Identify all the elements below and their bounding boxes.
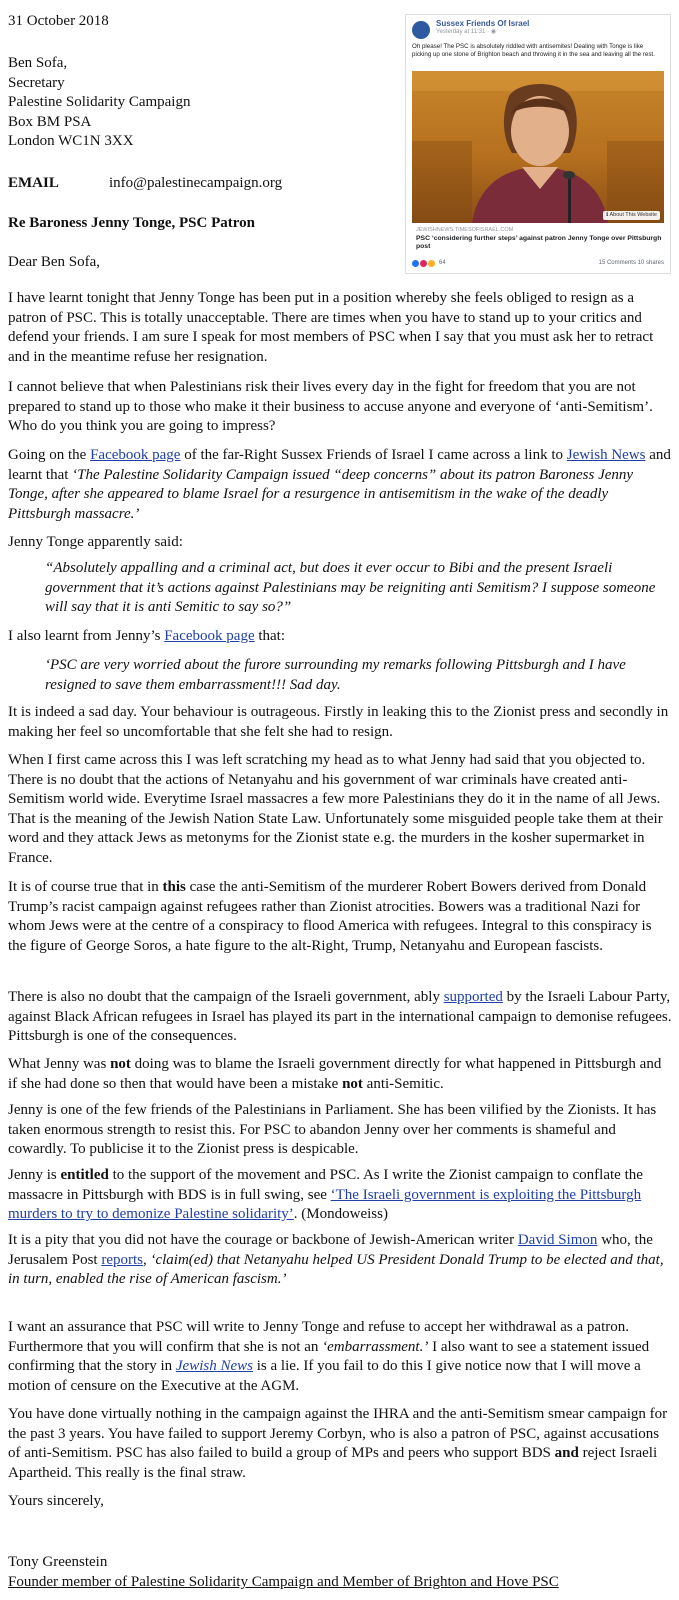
paragraph: I cannot believe that when Palestinians risk their lives every day in the fight for freedom that you are not prepared to stand up to those who make it their business to accuse anyone and everyone of ‘anti-Semitism’. Who do you think you are going to impress? [8, 379, 653, 434]
address-line: Palestine Solidarity Campaign [8, 94, 191, 110]
signature-title: Founder member of Palestine Solidarity Campaign and Member of Brighton and Hove PSC [8, 1574, 559, 1590]
fb-post-text: Oh please! The PSC is absolutely riddled with antisemites! Dealing with Tonge is like picking up one stone of Brighton beach and throwing it in the sea and leaving all the rest. [412, 43, 655, 58]
signature-name: Tony Greenstein [8, 1554, 108, 1570]
paragraph: I have learnt tonight that Jenny Tonge has been put in a position whereby she feels obliged to resign as a patron of PSC. This is totally unacceptable. There are times when you have to stand up to your critics and defend your friends. I am sure I speak for most members of PSC when I say that you must ask her to retract and in the meantime refuse her resignation. [8, 290, 654, 365]
fb-link-title[interactable]: PSC ‘considering further steps’ against patron Jenny Tonge over Pittsburgh post [416, 235, 662, 251]
like-icon [412, 260, 419, 267]
paragraph: There is also no doubt that the campaign of the Israeli government, ably supported by the Israeli Labour Party, against Black African refugees in Israel has played its part in the international campaign to demonise refugees. Pittsburgh is one of the consequences. [8, 989, 672, 1044]
facebook-page-link[interactable]: Facebook page [90, 447, 181, 463]
haha-icon [428, 260, 435, 267]
paragraph: I also learnt from Jenny’s Facebook page that: [8, 628, 286, 644]
david-simon-link[interactable]: David Simon [517, 1232, 598, 1248]
email-address[interactable]: info@palestinecampaign.org [109, 175, 283, 191]
paragraph: Jenny is entitled to the support of the movement and PSC. As I write the Zionist campaign to conflate the massacre in Pittsburgh with BDS is in full swing, see ‘The Israeli government is exploiting the Pittsburgh murders to try to demonize Palestine solidarity’. (Mondoweiss) [8, 1167, 643, 1222]
paragraph: What Jenny was not doing was to blame the Israeli government directly for what happened in Pittsburgh and if she had done so then that would have been a mistake not anti-Semitic. [8, 1056, 662, 1092]
paragraph: When I first came across this I was left scratching my head as to what Jenny had said that you objected to. There is no doubt that the actions of Netanyahu and his government of war criminals have created anti-Semitism world wide. Everytime Israel massacres a few more Palestinians they do it in the name of all Jews. That is the meaning of the Jewish Nation State Law. Unfortunately some misguided people take them at their word and they attack Jews as metonyms for the Zionist state e.g. the murders in the kosher supermarket in France. [8, 752, 663, 866]
letter-subject: Re Baroness Jenny Tonge, PSC Patron [8, 215, 255, 231]
globe-icon: ◉ [490, 29, 496, 35]
fb-link-photo[interactable] [412, 71, 664, 223]
letter-date: 31 October 2018 [8, 13, 109, 29]
address-line: Ben Sofa, [8, 55, 68, 71]
info-icon: ℹ [606, 211, 609, 218]
jenny-facebook-link[interactable]: Facebook page [164, 628, 255, 644]
address-line: Box BM PSA [8, 113, 92, 130]
inline-quote: ‘The Palestine Solidarity Campaign issued “deep concerns” about its patron Baroness Jenny Tonge, after she appeared to blame Israel for a resurgence in antisemitism in the wake of the deadly Pittsburgh massacre.’ [8, 466, 634, 522]
paragraph: Going on the Facebook page of the far-Right Sussex Friends of Israel I came across a link to Jewish News and learnt that ‘The Palestine Solidarity Campaign issued “deep concerns” about its patron Baroness Jenny Tonge, after she appeared to blame Israel for a resurgence in antisemitism in the wake of the deadly Pittsburgh massacre.’ [8, 447, 671, 522]
fb-reaction-count: 64 [439, 260, 446, 266]
address-line: London WC1N 3XX [8, 133, 134, 149]
paragraph: It is a pity that you did not have the courage or backbone of Jewish-American writer David Simon who, the Jerusalem Post reports, ‘claim(ed) that Netanyahu helped US President Donald Trump to be elected and that, in turn, enabled the rise of American fascism.’ [8, 1232, 664, 1287]
fb-reactions[interactable] [412, 260, 446, 268]
paragraph: I want an assurance that PSC will write to Jenny Tonge and refuse to accept her withdrawal as a patron. Furthermore that you will confirm that she is not an ‘embarrassment.’ I also want to see a statement issued confirming that the story in Jewish News is a lie. If you fail to do this I give notice now that I will move a motion of censure on the Executive at the AGM. [8, 1319, 650, 1394]
paragraph: It is of course true that in this case the anti-Semitism of the murderer Robert Bowers derived from Donald Trump’s racist campaign against refugees rather than Zionist atrocities. Bowers was a traditional Nazi for whom Jews were at the centre of a conspiracy to flood America with refugees. Integral to this conspiracy is the figure of George Soros, a hate figure to the alt-Right, Trump, Netanyahu and European fascists. [8, 879, 652, 954]
love-icon [420, 260, 427, 267]
fb-link-domain: JEWISHNEWS.TIMESOFISRAEL.COM [416, 227, 514, 233]
fb-comments-shares[interactable]: 15 Comments 10 shares [598, 260, 664, 266]
recipient-address [8, 54, 190, 152]
paragraph: You have done virtually nothing in the campaign against the IHRA and the anti-Semitism smear campaign for the past 3 years. You have failed to support Jeremy Corbyn, who is also a patron of PSC, against accusations of anti-Semitism. PSC has also failed to build a group of MPs and peers who support BDS and reject Israeli Apartheid. This really is the final straw. [8, 1406, 668, 1481]
fb-page-name[interactable]: Sussex Friends Of Israel [436, 19, 530, 28]
address-line: Secretary [8, 74, 65, 91]
block-quote: ‘PSC are very worried about the furore surrounding my remarks following Pittsburgh and I have resigned to save them embarrassment!!! Sad day. [45, 657, 626, 693]
woman-portrait-image [412, 71, 664, 223]
paragraph: Jenny is one of the few friends of the Palestinians in Parliament. She has been vilified by the Zionists. It has taken enormous strength to resist this. For PSC to abandon Jenny over her comments is shameful and cowardly. To publicise it to the Zionist press is despicable. [8, 1102, 657, 1157]
salutation: Dear Ben Sofa, [8, 254, 101, 270]
mondoweiss-article-link[interactable]: ‘The Israeli government is exploiting the Pittsburgh murders to try to demonize Palestine solidarity’ [8, 1186, 642, 1222]
fb-about-badge[interactable]: ℹ About This Website [603, 211, 660, 220]
email-label: EMAIL [8, 175, 59, 191]
block-quote: “Absolutely appalling and a criminal act, but does it ever occur to Bibi and the present Israeli government that it’s actions against Palestinians may be reigniting anti Semitism? I suppose someone will say that it is anti Semitic to say so?” [45, 560, 656, 615]
paragraph: It is indeed a sad day. Your behaviour is outrageous. Firstly in leaking this to the Zionist press and secondly in making her feel so uncomfortable that she felt she had to resign. [8, 704, 669, 740]
fb-post-time: Yesterday at 11:31 · ◉ [436, 29, 496, 35]
jerusalem-post-reports-link[interactable]: reports [101, 1251, 143, 1268]
supported-link[interactable]: supported [443, 989, 503, 1005]
jewish-news-link[interactable]: Jewish News [566, 447, 646, 463]
page-avatar [412, 21, 430, 39]
closing: Yours sincerely, [8, 1493, 104, 1509]
jewish-news-story-link[interactable]: Jewish News [175, 1358, 253, 1374]
paragraph: Jenny Tonge apparently said: [8, 534, 183, 550]
facebook-post-embed [405, 14, 671, 274]
